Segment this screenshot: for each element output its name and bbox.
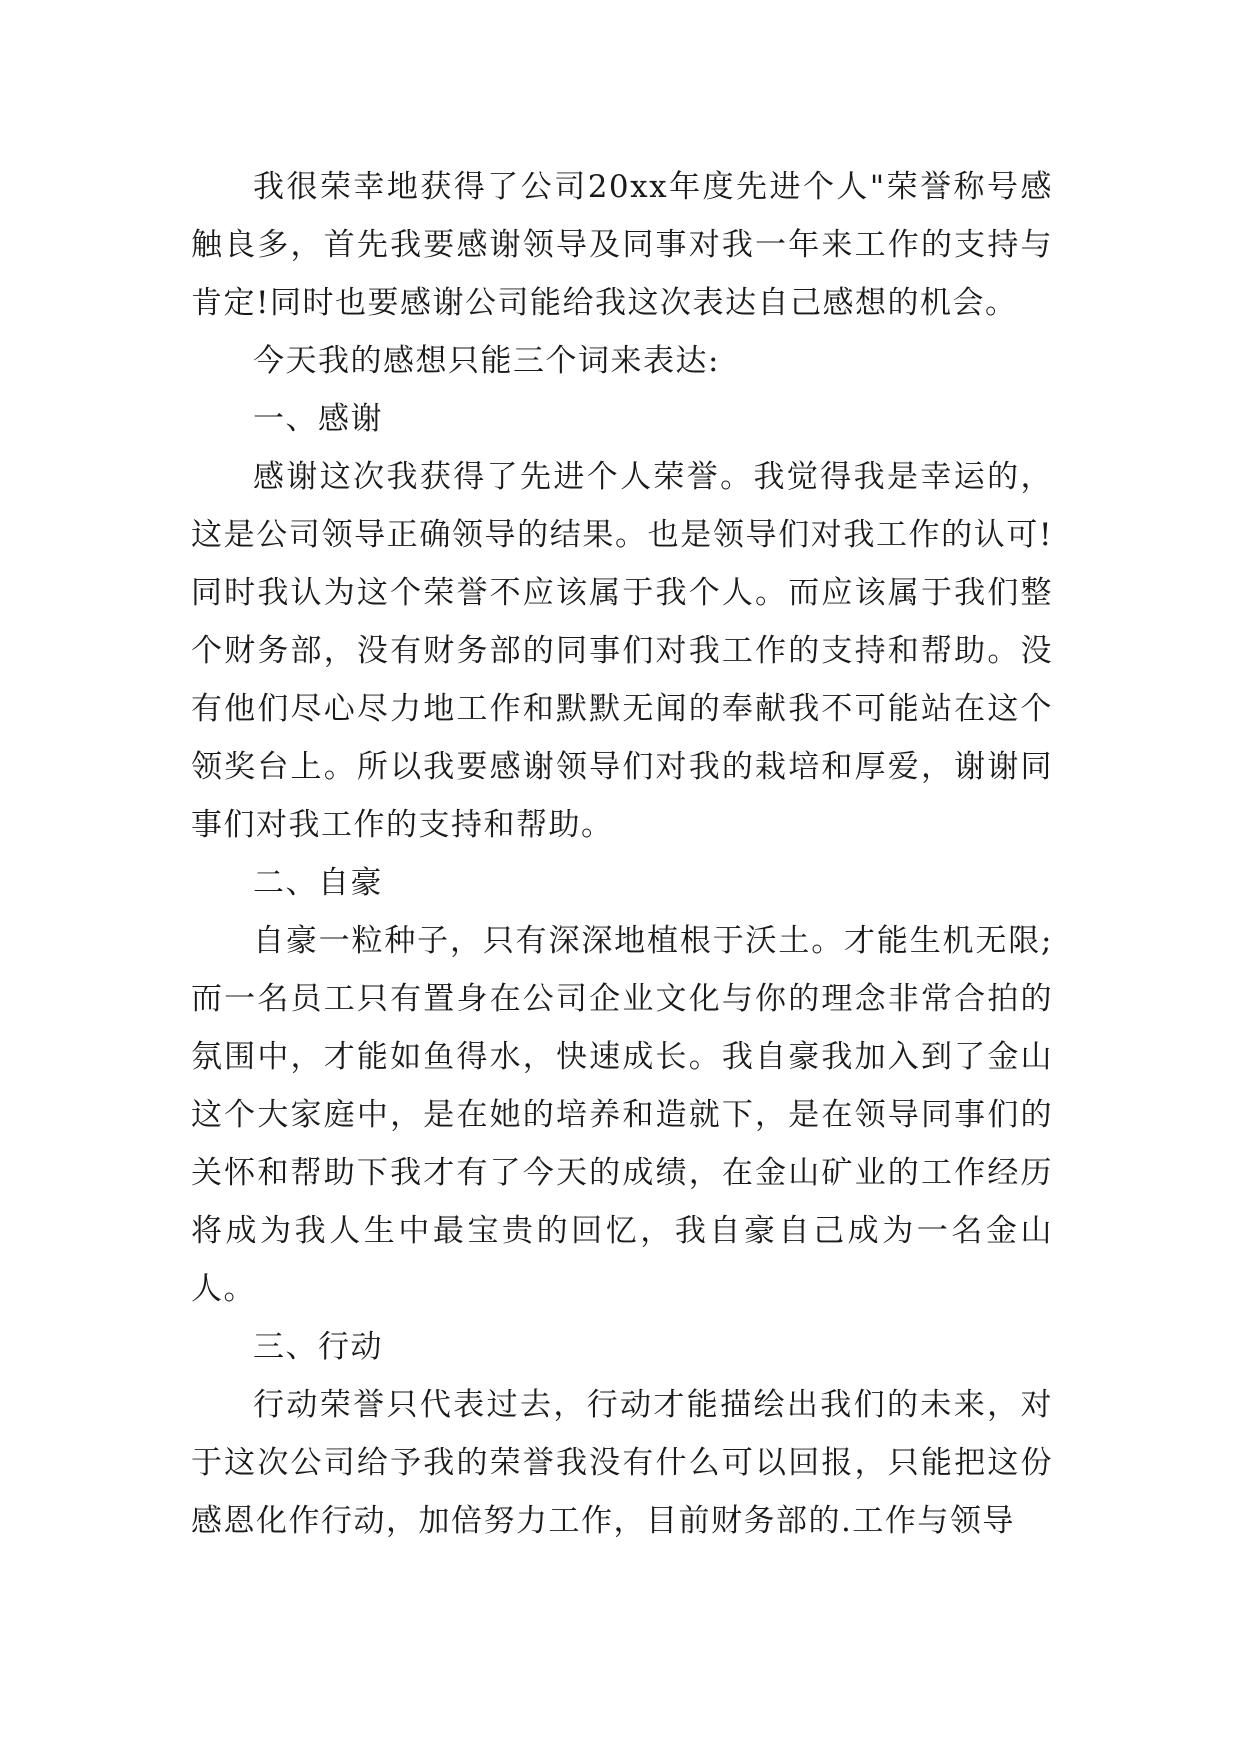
heading-gratitude: 一、感谢 <box>253 401 383 437</box>
paragraph-three-words: 今天我的感想只能三个词来表达: <box>253 343 720 379</box>
paragraph-intro: 我很荣幸地获得了公司20xx年度先进个人"荣誉称号感触良多，首先我要感谢领导及同事对我一年来工作的支持与肯定!同时也要感谢公司能给我这次表达自己感想的机会。 <box>191 169 1053 321</box>
heading-pride: 二、自豪 <box>253 865 383 901</box>
paragraph-action: 行动荣誉只代表过去，行动才能描绘出我们的未来，对于这次公司给予我的荣誉我没有什么可以回报，只能把这份感恩化作行动，加倍努力工作，目前财务部的.工作与领导 <box>191 1387 1053 1539</box>
paragraph-pride: 自豪一粒种子，只有深深地植根于沃土。才能生机无限;而一名员工只有置身在公司企业文化与你的理念非常合拍的氛围中，才能如鱼得水，快速成长。我自豪我加入到了金山这个大家庭中，是在她的培养和造就下，是在领导同事们的关怀和帮助下我才有了今天的成绩，在金山矿业的工作经历将成为我人生中最宝贵的回忆，我自豪自己成为一名金山人。 <box>191 923 1053 1307</box>
heading-action: 三、行动 <box>253 1329 383 1365</box>
document-body <box>191 158 1053 1550</box>
paragraph-gratitude: 感谢这次我获得了先进个人荣誉。我觉得我是幸运的，这是公司领导正确领导的结果。也是领导们对我工作的认可!同时我认为这个荣誉不应该属于我个人。而应该属于我们整个财务部，没有财务部的同事们对我工作的支持和帮助。没有他们尽心尽力地工作和默默无闻的奉献我不可能站在这个领奖台上。所以我要感谢领导们对我的栽培和厚爱，谢谢同事们对我工作的支持和帮助。 <box>191 459 1053 843</box>
